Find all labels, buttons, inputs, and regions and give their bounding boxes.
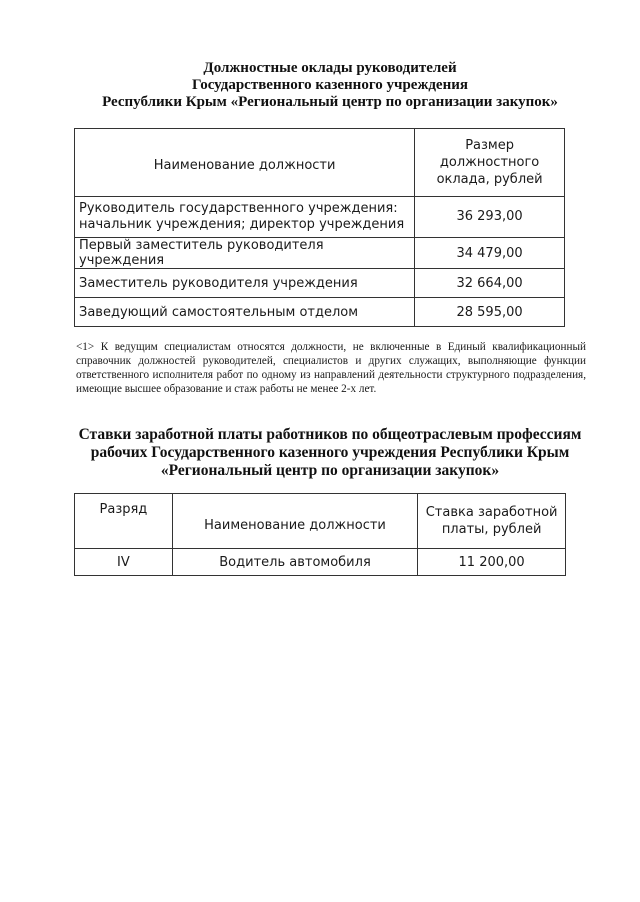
- footnote: <1> К ведущим специалистам относятся должности, не включенные в Единый квалификационный справочник должностей руководителей, специалистов и других служащих, выполняющие функции ответственного исполнителя работ по одному из направлений деятельности структурного подразделения, имеющие высшее образование и стаж работы не менее 2-х лет.: [76, 341, 586, 395]
- position-name-cell: Первый заместитель руководителя учреждения: [75, 238, 415, 269]
- wage-rates-heading-line: «Региональный центр по организации закупок»: [160, 462, 500, 479]
- managers-salary-table: [74, 128, 565, 327]
- header-line: должностного: [439, 155, 540, 170]
- header-line: платы, рублей: [441, 522, 542, 537]
- header-line: оклада, рублей: [436, 172, 543, 187]
- salary-cell: 36 293,00: [415, 197, 565, 238]
- position-name-line: Руководитель государственного учреждения:: [79, 201, 398, 216]
- table-header-row: [75, 129, 565, 197]
- position-name-line: начальник учреждения; директор учреждения: [79, 217, 405, 232]
- column-header-position: Наименование должности: [172, 494, 417, 549]
- table-row: [75, 549, 566, 576]
- header-line: Ставка заработной: [425, 505, 558, 520]
- salary-cell: 28 595,00: [415, 298, 565, 327]
- position-name-cell: Заместитель руководителя учреждения: [75, 269, 415, 298]
- salaries-heading-line: Государственного казенного учреждения: [192, 77, 468, 93]
- table-row: [75, 269, 565, 298]
- column-header-rate: [418, 494, 566, 549]
- salary-cell: 32 664,00: [415, 269, 565, 298]
- column-header-grade: Разряд: [75, 494, 173, 549]
- column-header-position: Наименование должности: [75, 129, 415, 197]
- table-header-row: [75, 494, 566, 549]
- position-name-cell: Заведующий самостоятельным отделом: [75, 298, 415, 327]
- column-header-salary: [415, 129, 565, 197]
- salaries-heading: [40, 60, 620, 111]
- table-row: [75, 238, 565, 269]
- table-row: [75, 197, 565, 238]
- wage-rates-heading: [40, 426, 620, 480]
- salaries-heading-line: Республики Крым «Региональный центр по организации закупок»: [102, 94, 558, 110]
- table-row: [75, 298, 565, 327]
- rate-cell: 11 200,00: [418, 549, 566, 576]
- header-line: Размер: [465, 138, 514, 153]
- grade-cell: IV: [75, 549, 173, 576]
- wage-rates-heading-line: рабочих Государственного казенного учреждения Республики Крым: [90, 444, 570, 461]
- workers-wage-table: [74, 493, 566, 576]
- salaries-heading-line: Должностные оклады руководителей: [203, 60, 457, 76]
- salary-cell: 34 479,00: [415, 238, 565, 269]
- position-name-cell: Водитель автомобиля: [172, 549, 417, 576]
- position-name-cell: [75, 197, 415, 238]
- wage-rates-heading-line: Ставки заработной платы работников по общеотраслевым профессиям: [78, 426, 582, 443]
